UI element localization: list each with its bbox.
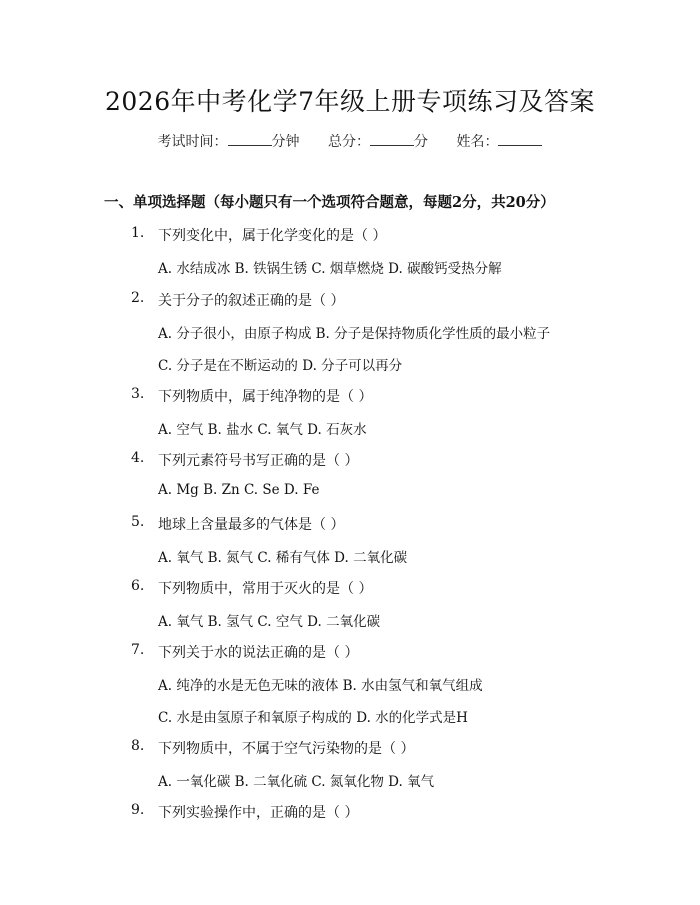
question-5-options: A. 氧气 B. 氮气 C. 稀有气体 D. 二氧化碳: [158, 550, 408, 566]
question-number: 7.: [131, 642, 145, 658]
question-text: 下列元素符号书写正确的是（ ）: [158, 453, 359, 469]
question-number: 2.: [131, 290, 145, 306]
question-text: 下列关于水的说法正确的是（ ）: [158, 645, 359, 661]
question-number: 1.: [131, 225, 145, 241]
exam-time: [158, 131, 300, 151]
question-number: 4.: [131, 450, 145, 466]
section-heading: 一、单项选择题（每小题只有一个选项符合题意，每题2分，共20分）: [104, 194, 555, 211]
score-unit: 分: [414, 134, 428, 150]
question-1-options: A. 水结成冰 B. 铁锅生锈 C. 烟草燃烧 D. 碳酸钙受热分解: [158, 261, 502, 277]
question-text: 下列物质中，不属于空气污染物的是（ ）: [158, 741, 415, 757]
score-blank[interactable]: [370, 133, 414, 146]
question-number: 3.: [131, 386, 145, 402]
question-number: 6.: [131, 578, 145, 594]
question-number: 5.: [131, 514, 145, 530]
exam-meta: [0, 131, 700, 151]
time-unit: 分钟: [271, 134, 300, 150]
question-2-options-line-2: C. 分子是在不断运动的 D. 分子可以再分: [158, 358, 403, 374]
score-label: 总分：: [328, 134, 370, 150]
question-text: 下列物质中，属于纯净物的是（ ）: [158, 389, 373, 405]
name-blank[interactable]: [498, 133, 542, 146]
question-number: 8.: [131, 738, 145, 754]
question-text: 下列变化中，属于化学变化的是（ ）: [158, 228, 387, 244]
question-2-options-line-1: A. 分子很小，由原子构成 B. 分子是保持物质化学性质的最小粒子: [158, 326, 551, 342]
exam-score: [328, 131, 428, 151]
question-7-options-line-2: C. 水是由氢原子和氧原子构成的 D. 水的化学式是H: [158, 710, 468, 726]
question-3-options: A. 空气 B. 盐水 C. 氧气 D. 石灰水: [158, 422, 367, 438]
page-title: 2026年中考化学7年级上册专项练习及答案: [104, 87, 596, 116]
question-4-options: A. Mg B. Zn C. Se D. Fe: [158, 482, 320, 498]
time-label: 考试时间：: [157, 134, 228, 150]
question-text: 下列物质中，常用于灭火的是（ ）: [158, 581, 373, 597]
question-8-options: A. 一氧化碳 B. 二氧化硫 C. 氮氧化物 D. 氧气: [158, 774, 435, 790]
question-number: 9.: [131, 802, 145, 818]
name-label: 姓名：: [456, 134, 499, 150]
question-7-options-line-1: A. 纯净的水是无色无味的液体 B. 水由氢气和氧气组成: [158, 678, 483, 694]
time-blank[interactable]: [228, 133, 272, 146]
question-text: 下列实验操作中，正确的是（ ）: [158, 805, 359, 821]
question-text: 关于分子的叙述正确的是（ ）: [158, 293, 345, 309]
question-6-options: A. 氧气 B. 氢气 C. 空气 D. 二氧化碳: [158, 614, 381, 630]
exam-name: [456, 131, 542, 151]
question-text: 地球上含量最多的气体是（ ）: [158, 517, 345, 533]
